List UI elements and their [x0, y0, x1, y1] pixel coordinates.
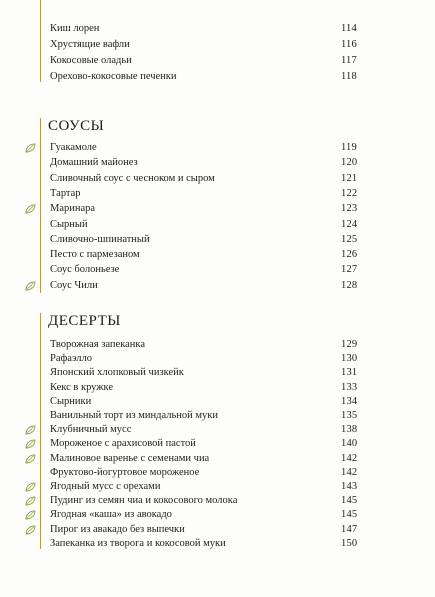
- entry-page-number: 131: [341, 367, 358, 379]
- leaf-icon: [25, 482, 36, 492]
- toc-entry: [0, 54, 435, 68]
- entry-page-number: 150: [341, 537, 358, 549]
- toc-entry: [0, 423, 435, 437]
- entry-page-number: 145: [341, 495, 358, 507]
- entry-title: Маринара: [50, 203, 96, 215]
- entry-page-number: 142: [341, 466, 358, 478]
- toc-entry: [0, 38, 435, 52]
- entry-title: Киш лорен: [50, 23, 100, 34]
- leaf-icon: [25, 439, 36, 449]
- entry-title: Соус болоньезе: [50, 264, 120, 276]
- toc-entry: [0, 352, 435, 366]
- entry-page-number: 133: [341, 381, 358, 393]
- entry-page-number: 143: [341, 481, 358, 492]
- entry-title: Ягодная «каша» из авокадо: [50, 509, 172, 521]
- entry-page-number: 120: [341, 157, 358, 169]
- toc-entry: [0, 537, 435, 551]
- entry-page-number: 128: [341, 279, 358, 291]
- entry-page-number: 124: [341, 218, 358, 230]
- entry-page-number: 142: [341, 452, 358, 464]
- toc-entry: [0, 202, 435, 216]
- entry-page-number: 119: [341, 142, 357, 153]
- entry-page-number: 116: [341, 39, 357, 50]
- entry-title: Японский хлопковый чизкейк: [50, 367, 184, 379]
- toc-entry: [0, 233, 435, 247]
- section-heading: СОУСЫ: [48, 118, 105, 134]
- entry-page-number: 123: [341, 203, 358, 215]
- toc-entry: [0, 480, 435, 494]
- leaf-icon: [25, 454, 36, 464]
- toc-entry: [0, 141, 435, 155]
- entry-title: Мороженое с арахисовой пастой: [50, 438, 196, 450]
- toc-entry: [0, 172, 435, 186]
- toc-entry: [0, 263, 435, 277]
- leaf-icon: [25, 425, 36, 435]
- leaf-icon: [25, 496, 36, 506]
- entry-title: Сливочно-шпинатный: [50, 233, 150, 245]
- leaf-icon: [25, 143, 36, 153]
- entry-title: Фруктово-йогуртовое мороженое: [50, 466, 200, 478]
- entry-title: Кокосовые оладьи: [50, 55, 132, 66]
- toc-entry: [0, 395, 435, 409]
- entry-title: Тартар: [50, 187, 81, 199]
- entry-page-number: 135: [341, 410, 358, 421]
- toc-entry: [0, 338, 435, 352]
- entry-page-number: 140: [341, 438, 358, 450]
- entry-title: Рафаэлло: [50, 353, 93, 365]
- entry-title: Запеканка из творога и кокосовой муки: [50, 537, 226, 549]
- entry-title: Кекс в кружке: [50, 381, 114, 393]
- entry-page-number: 147: [341, 523, 358, 535]
- entry-title: Сливочный соус с чесноком и сыром: [50, 172, 215, 184]
- entry-page-number: 122: [341, 187, 358, 199]
- entry-page-number: 130: [341, 353, 358, 365]
- entry-title: Орехово-кокосовые печенки: [50, 71, 177, 82]
- entry-title: Пирог из авакадо без выпечки: [50, 523, 185, 535]
- entry-title: Сырники: [50, 395, 92, 407]
- entry-title: Хрустящие вафли: [50, 39, 130, 50]
- toc-entry: [0, 381, 435, 395]
- entry-title: Малиновое варенье с семенами чиа: [50, 452, 210, 464]
- entry-title: Сырный: [50, 218, 88, 230]
- entry-title: Клубничный мусс: [50, 424, 132, 436]
- entry-page-number: 145: [341, 509, 358, 521]
- entry-page-number: 121: [341, 172, 358, 184]
- entry-title: Ванильный торт из миндальной муки: [50, 410, 218, 421]
- entry-title: Ягодный мусс с орехами: [50, 481, 161, 492]
- entry-title: Гуакамоле: [50, 142, 97, 153]
- entry-page-number: 126: [341, 249, 358, 261]
- entry-page-number: 114: [341, 23, 357, 34]
- toc-entry: [0, 409, 435, 423]
- entry-page-number: 118: [341, 71, 357, 82]
- entry-title: Домашний майонез: [50, 157, 138, 169]
- toc-entry: [0, 156, 435, 170]
- toc-entry: [0, 248, 435, 262]
- entry-title: Пудинг из семян чиа и кокосового молока: [50, 495, 238, 507]
- entry-title: Творожная запеканка: [50, 339, 146, 350]
- entry-page-number: 138: [341, 424, 358, 436]
- toc-entry: [0, 523, 435, 537]
- entry-page-number: 129: [341, 339, 358, 350]
- entry-page-number: 127: [341, 264, 358, 276]
- entry-title: Песто с пармезаном: [50, 249, 140, 261]
- leaf-icon: [25, 281, 36, 291]
- toc-entry: [0, 466, 435, 480]
- entry-page-number: 117: [341, 55, 357, 66]
- toc-entry: [0, 437, 435, 451]
- leaf-icon: [25, 525, 36, 535]
- toc-entry: [0, 70, 435, 84]
- toc-entry: [0, 279, 435, 293]
- entry-page-number: 134: [341, 395, 358, 407]
- toc-entry: [0, 366, 435, 380]
- leaf-icon: [25, 510, 36, 520]
- toc-entry: [0, 187, 435, 201]
- entry-page-number: 125: [341, 233, 358, 245]
- toc-entry: [0, 218, 435, 232]
- toc-entry: [0, 22, 435, 36]
- entry-title: Соус Чили: [50, 279, 98, 291]
- toc-entry: [0, 494, 435, 508]
- leaf-icon: [25, 204, 36, 214]
- toc-entry: [0, 508, 435, 522]
- toc-entry: [0, 452, 435, 466]
- section-heading: ДЕСЕРТЫ: [48, 313, 121, 329]
